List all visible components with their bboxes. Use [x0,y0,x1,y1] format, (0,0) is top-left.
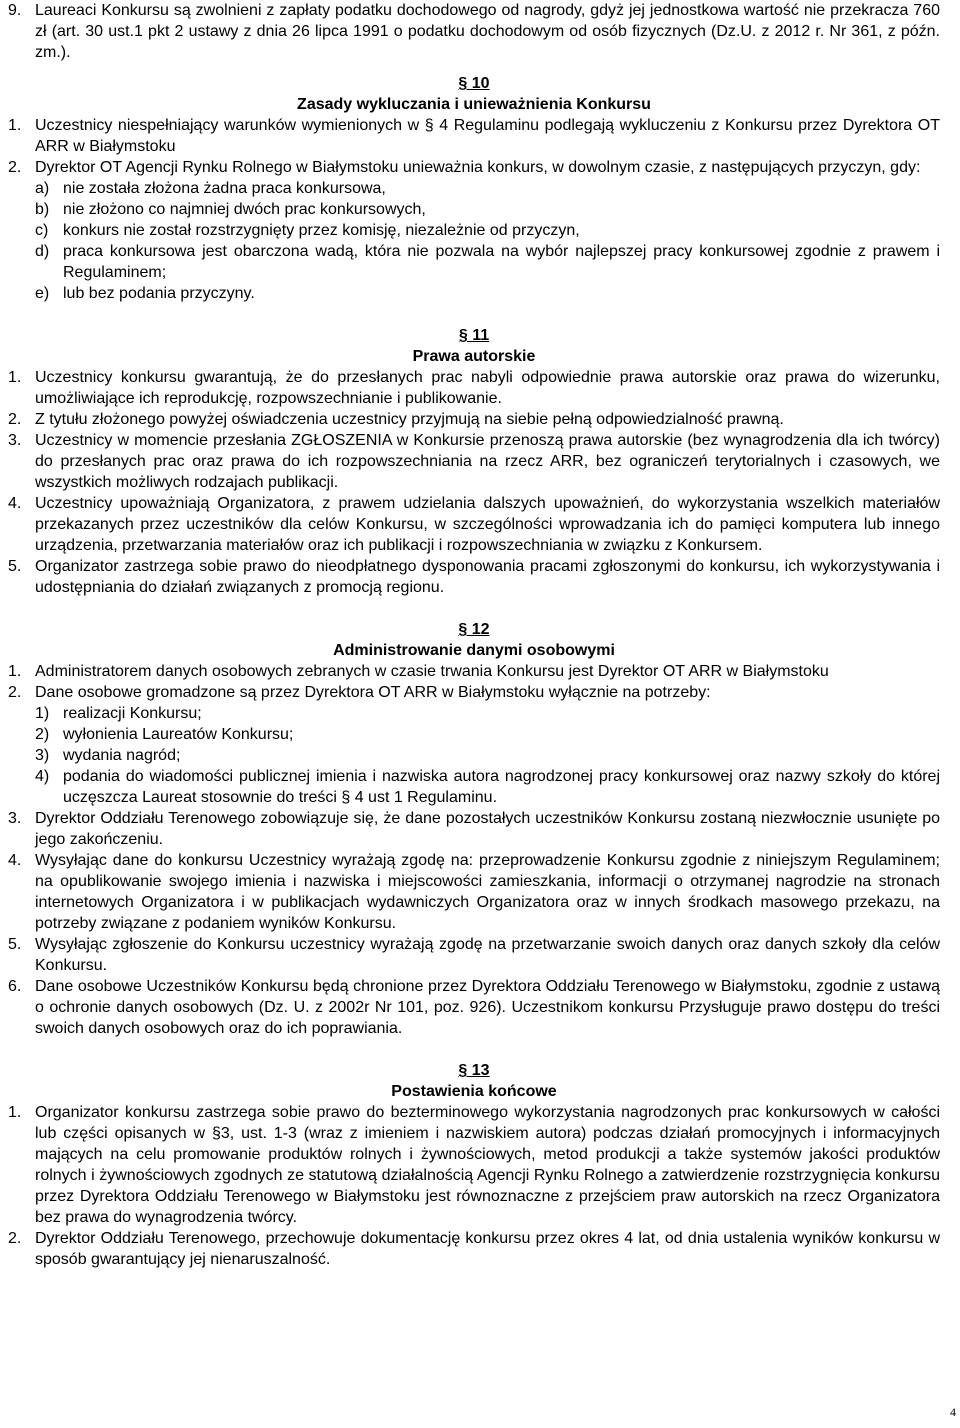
list-item [8,1102,940,1228]
sub-item-number: 1) [35,705,50,722]
item-text: Wysyłając zgłoszenie do Konkursu uczestnicy wyrażają zgodę na przetwarzanie swoich danych oraz danych szkoły dla celów Konkursu. [35,936,940,974]
item-text: Dane osobowe Uczestników Konkursu będą chronione przez Dyrektora Oddziału Terenowego w Białymstoku, zgodnie z ustawą o ochronie danych osobowych (Dz. U. z 2002r Nr 101, poz. 926). Uczestnikom konkursu Przysługuje prawo dostępu do treści swoich danych osobowych oraz do ich poprawiania. [35,978,940,1037]
item-number: 9. [8,2,22,19]
sub-item-text: nie została złożona żadna praca konkursowa, [63,180,386,197]
item-number: 2. [8,411,22,428]
item-number: 5. [8,936,22,953]
item-text: Uczestnicy niespełniający warunków wymienionych w § 4 Regulaminu podlegają wykluczeniu z Konkursu przez Dyrektora OT ARR w Białymstoku [35,117,940,155]
item-text: Administratorem danych osobowych zebranych w czasie trwania Konkursu jest Dyrektor OT ARR w Białymstoku [35,663,829,680]
sub-item-text: realizacji Konkursu; [63,705,202,722]
item-text: Organizator konkursu zastrzega sobie prawo do bezterminowego wykorzystania nagrodzonych prac konkursowych w całości lub części opisanych w §3, ust. 1-3 (wraz z imieniem i nazwiskiem autora) podczas działań promocyjnych i informacyjnych mających na celu promowanie produktów rolnych i żywnościowych, metod produkcji a także systemów jakości produktów rolnych i żywnościowych zgodnych ze statutową działalnością Agencji Rynku Rolnego a zatwierdzenie rozstrzygnięcia konkursu przez Dyrektora Oddziału Terenowego w Białymstoku jest równoznaczne z przejściem praw autorskich na rzecz Organizatora bez prawa do wynagrodzenia twórcy. [35,1104,940,1226]
sub-item-text: wyłonienia Laureatów Konkursu; [63,726,294,743]
item-number: 1. [8,1104,22,1121]
list-item [8,808,940,850]
item-number: 2. [8,1230,22,1247]
sub-item-number: d) [35,243,50,260]
sub-item [8,283,940,304]
item-number: 4. [8,495,22,512]
page-number: 4 [950,1405,956,1419]
sub-item [8,745,940,766]
item-number: 3. [8,432,22,449]
list-item [8,0,940,63]
sub-item [8,703,940,724]
item-number: 3. [8,810,22,827]
item-text: Laureaci Konkursu są zwolnieni z zapłaty podatku dochodowego od nagrody, gdyż jej jednostkowa wartość nie przekracza 760 zł (art. 30 ust.1 pkt 2 ustawy z dnia 26 lipca 1991 o podatku dochodowym od osób fizycznych (Dz.U. z 2012 r. Nr 361, z późn. zm.). [35,2,940,61]
list-item [8,409,940,430]
sub-item [8,199,940,220]
item-number: 5. [8,558,22,575]
sub-item [8,241,940,283]
section-number: § 11 [458,327,490,344]
item-text: Dyrektor Oddziału Terenowego, przechowuje dokumentację konkursu przez okres 4 lat, od dnia ustalenia wyników konkursu w sposób gwarantujący jej nienaruszalność. [35,1230,940,1268]
item-text: Dyrektor Oddziału Terenowego zobowiązuje się, że dane pozostałych uczestników Konkursu zostaną niezwłocznie usunięte po jego zakończeniu. [35,810,940,848]
sub-item [8,178,940,199]
list-item [8,157,940,178]
sub-item-number: a) [35,180,50,197]
sub-item-text: podania do wiadomości publicznej imienia i nazwiska autora nagrodzonej pracy konkursowej oraz nazwy szkoły do której uczęszcza Laureat stosownie do treści § 4 ust 1 Regulaminu. [63,768,940,806]
section-title: Postawienia końcowe [391,1083,557,1100]
item-number: 6. [8,978,22,995]
item-text: Organizator zastrzega sobie prawo do nieodpłatnego dysponowania pracami zgłoszonymi do konkursu, ich wykorzystywania i udostępniania do działań związanych z promocją regionu. [35,558,940,596]
list-item [8,1228,940,1270]
sub-item-text: nie złożono co najmniej dwóch prac konkursowych, [63,201,426,218]
item-number: 2. [8,159,22,176]
list-item [8,556,940,598]
section-title: Administrowanie danymi osobowymi [333,642,615,659]
sub-item-text: wydania nagród; [63,747,181,764]
section-number: § 12 [458,621,490,638]
list-item [8,115,940,157]
item-number: 4. [8,852,22,869]
sub-item [8,220,940,241]
list-item [8,850,940,934]
item-text: Dane osobowe gromadzone są przez Dyrektora OT ARR w Białymstoku wyłącznie na potrzeby: [35,684,711,701]
list-item [8,367,940,409]
sub-item [8,724,940,745]
sub-item-number: 3) [35,747,50,764]
item-number: 1. [8,117,22,134]
item-text: Uczestnicy upoważniają Organizatora, z prawem udzielania dalszych upoważnień, do wykorzystania wszelkich materiałów przekazanych przez uczestników dla celów Konkursu, w szczególności wprowadzania ich do pamięci komputera lub innego urządzenia, przetwarzania materiałów oraz ich publikacji i rozpowszechniania w związku z Konkursem. [35,495,940,554]
sub-item-text: praca konkursowa jest obarczona wadą, która nie pozwala na wybór najlepszej pracy konkursowej zgodnie z prawem i Regulaminem; [63,243,940,281]
item-number: 1. [8,663,22,680]
sub-item-number: b) [35,201,50,218]
sub-item-number: 2) [35,726,50,743]
item-number: 2. [8,684,22,701]
item-text: Uczestnicy w momencie przesłania ZGŁOSZENIA w Konkursie przenoszą prawa autorskie (bez wynagrodzenia dla ich twórcy) do przesłanych prac oraz prawa do ich rozpowszechniania na rzecz ARR, bez ograniczeń terytorialnych i czasowych, we wszystkich możliwych rodzajach publikacji. [35,432,940,491]
list-item [8,430,940,493]
sub-item-number: c) [35,222,49,239]
section-title: Prawa autorskie [412,348,536,365]
sub-item-number: e) [35,285,50,302]
sub-item-text: konkurs nie został rozstrzygnięty przez komisję, niezależnie od przyczyn, [63,222,580,239]
item-text: Uczestnicy konkursu gwarantują, że do przesłanych prac nabyli odpowiednie prawa autorskie oraz prawa do wizerunku, umożliwiające ich reprodukcję, rozpowszechnianie i publikowanie. [35,369,940,407]
list-item [8,682,940,703]
section-number: § 10 [458,75,490,92]
sub-item-text: lub bez podania przyczyny. [63,285,255,302]
list-item [8,661,940,682]
list-item [8,934,940,976]
sub-item-number: 4) [35,768,50,785]
item-number: 1. [8,369,22,386]
list-item [8,493,940,556]
item-text: Z tytułu złożonego powyżej oświadczenia uczestnicy przyjmują na siebie pełną odpowiedzialność prawną. [35,411,784,428]
section-number: § 13 [458,1062,490,1079]
sub-item [8,766,940,808]
section-title: Zasady wykluczania i unieważnienia Konkursu [297,96,651,113]
item-text: Dyrektor OT Agencji Rynku Rolnego w Białymstoku unieważnia konkurs, w dowolnym czasie, z następujących przyczyn, gdy: [35,159,921,176]
item-text: Wysyłając dane do konkursu Uczestnicy wyrażają zgodę na: przeprowadzenie Konkursu zgodnie z niniejszym Regulaminem; na opublikowanie swojego imienia i nazwiska i miejscowości zamieszkania, informacji o otrzymanej nagrodzie na stronach internetowych Organizatora i w publikacjach wydawniczych Organizatora oraz w innych środkach masowego przekazu, na potrzeby związane z podaniem wyników Konkursu. [35,852,940,932]
list-item [8,976,940,1039]
